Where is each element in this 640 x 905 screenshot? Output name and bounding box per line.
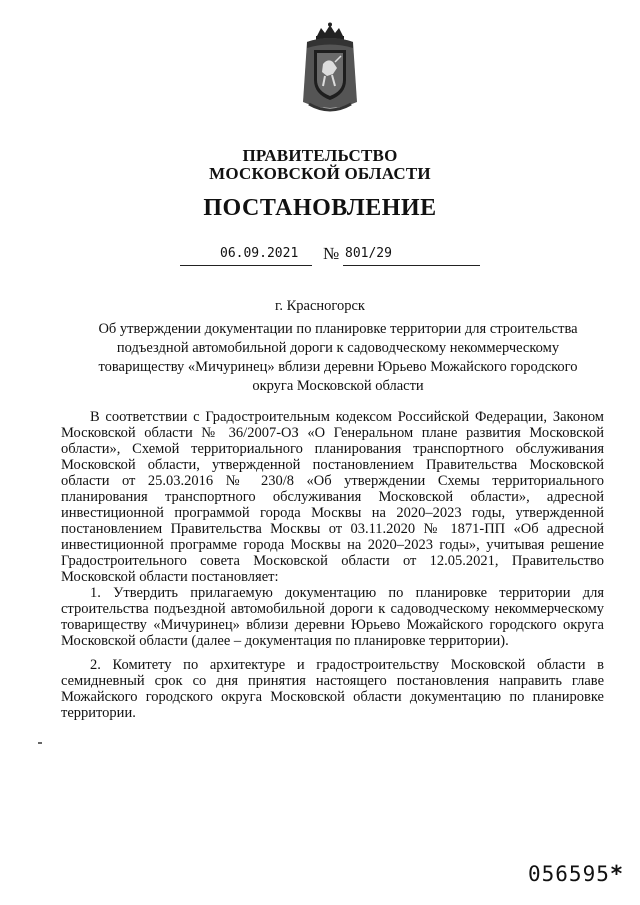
serial-number: 056595 xyxy=(528,862,610,886)
city: г. Красногорск xyxy=(275,298,365,314)
serial-mark: * xyxy=(609,862,625,887)
serial-number-stamp xyxy=(528,862,624,887)
document-number: 801/29 xyxy=(345,246,392,261)
document-body xyxy=(61,409,604,721)
coat-of-arms-icon xyxy=(295,22,365,118)
preamble-paragraph: В соответствии с Градостроительным кодексом Российской Федерации, Законом Московской области № 36/2007-ОЗ «О Генеральном плане развития Московской области», Схемой территориального планирования транспортного обслуживания Московской области, утвержденной постановлением Правительства Московской области от 25.03.2016 № 230/8 «Об утверждении Схемы территориального планирования транспортного обслуживания Московской области», адресной инвестиционной программой города Москвы на 2020–2023 годы, утвержденной постановлением Правительства Москвы от 03.11.2020 № 1871-ПП «Об адресной инвестиционной программе города Москвы на 2020–2023 годы», учитывая решение Градостроительного совета Московской области от 12.05.2021, Правительство Московской области постановляет: xyxy=(61,409,604,585)
date-number-line xyxy=(180,246,480,266)
document-date: 06.09.2021 xyxy=(220,246,299,261)
document-subject: Об утверждении документации по планировке территории для строительства подъездной автомобильной дороги к садоводческому некоммерческому товариществу «Мичуринец» вблизи деревни Юрьево Можайского городского округа Московской области xyxy=(98,321,578,394)
number-underline xyxy=(343,265,480,266)
government-region: МОСКОВСКОЙ ОБЛАСТИ xyxy=(209,164,431,183)
number-sign: № xyxy=(323,244,340,263)
date-underline xyxy=(180,265,312,266)
margin-mark xyxy=(38,742,42,744)
government-title: ПРАВИТЕЛЬСТВО xyxy=(242,146,398,165)
item-1-paragraph: 1. Утвердить прилагаемую документацию по планировке территории для строительства подъездной автомобильной дороги к садоводческому некоммерческому товариществу «Мичуринец» вблизи деревни Юрьево Можайского городского округа Московской области (далее – документация по планировке территории). xyxy=(61,585,604,649)
document-type: ПОСТАНОВЛЕНИЕ xyxy=(203,195,437,221)
item-2-paragraph: 2. Комитету по архитектуре и градостроительству Московской области в семидневный срок со дня принятия настоящего постановления направить главе Можайского городского округа Московской области документацию по планировке территории. xyxy=(61,657,604,721)
